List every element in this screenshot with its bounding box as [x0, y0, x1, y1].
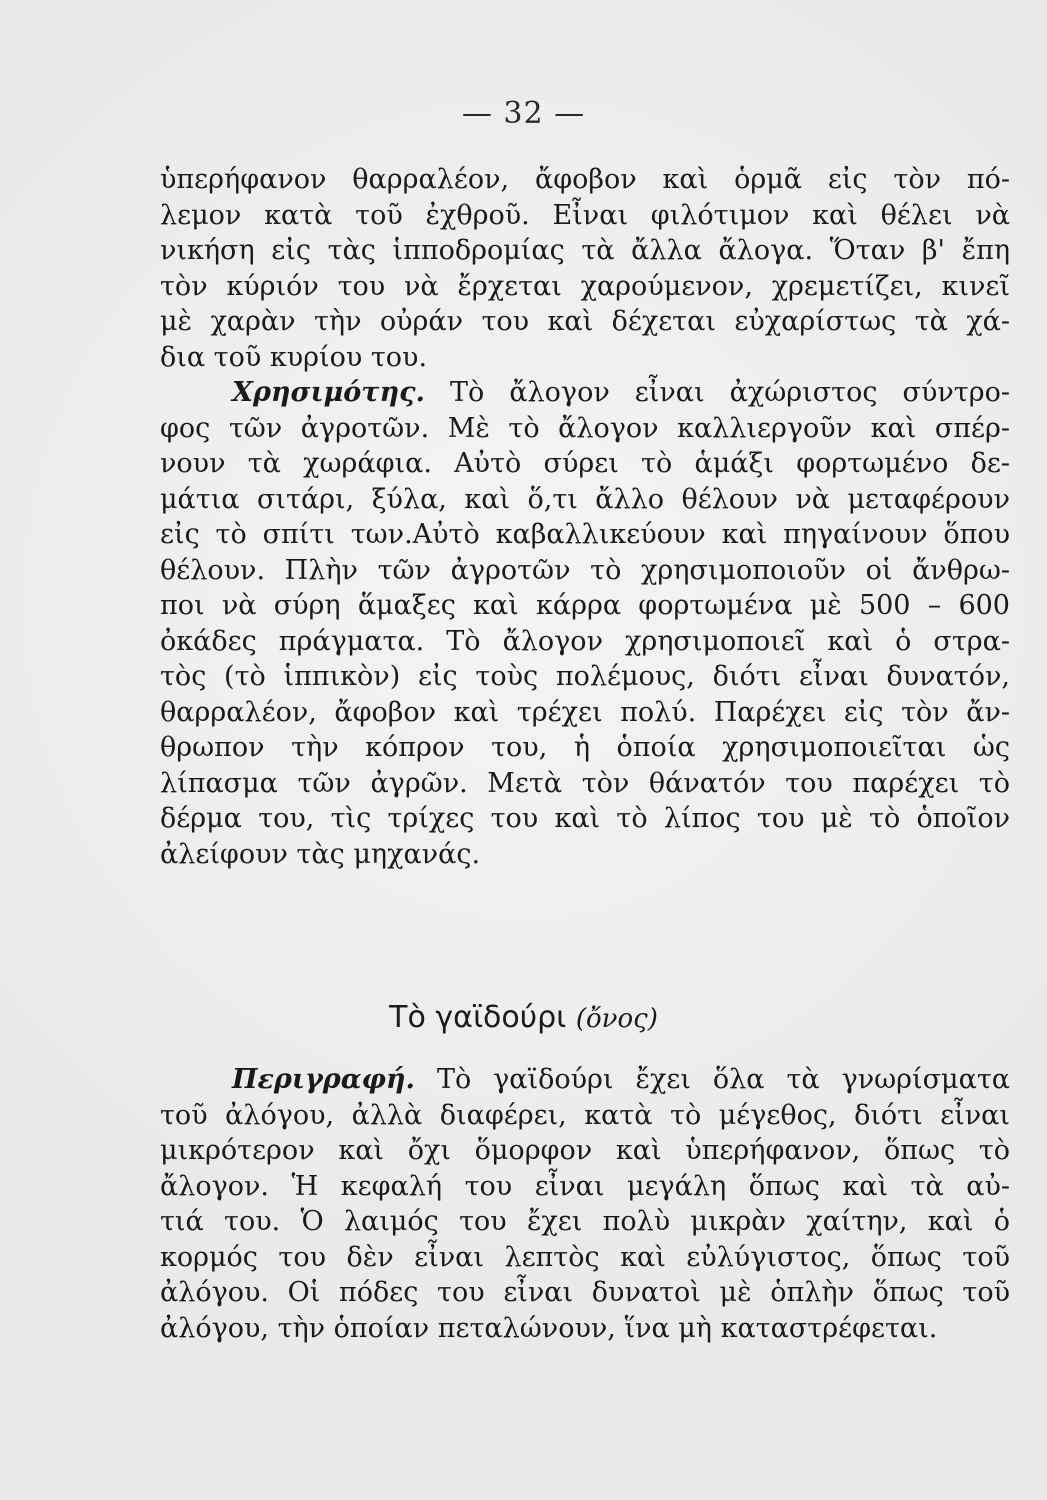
- text-line: ποι νὰ σύρη ἅμαξες καὶ κάρρα φορτωμένα μὲ 500 – 600: [160, 590, 1010, 621]
- text-line: κορμός του δὲν εἶναι λεπτὸς καὶ εὐλύγιστος, ὅπως τοῦ: [160, 1241, 1010, 1273]
- text-line: τοῦ ἀλόγου, ἀλλὰ διαφέρει, κατὰ τὸ μέγεθος, διότι εἶναι: [160, 1099, 1010, 1131]
- text-line: θρωπον τὴν κόπρον του, ἡ ὁποία χρησιμοποιεῖται ὡς: [160, 732, 1010, 763]
- text-line: ὑπερήφανον θαρραλέον, ἄφοβον καὶ ὁρμᾶ εἰς τὸν πό-: [160, 164, 1010, 195]
- section-heading: [0, 1000, 1047, 1035]
- description-term: Περιγραφή.: [232, 1064, 415, 1095]
- text-line: Τὸ ἄλογον εἶναι ἀχώριστος σύντρο-: [450, 377, 1010, 408]
- text-line: τὸν κύριόν του νὰ ἔρχεται χαρούμενον, χρεμετίζει, κινεῖ: [160, 270, 1010, 302]
- text-line: μικρότερον καὶ ὄχι ὅμορφον καὶ ὑπερήφανον, ὅπως τὸ: [160, 1135, 1010, 1166]
- text-line: δια τοῦ κυρίου του.: [160, 341, 428, 373]
- usefulness-paragraph-start: [160, 375, 1010, 411]
- text-line: νικήση εἰς τὰς ἱπποδρομίας τὰ ἄλλα ἄλογα. Ὅταν β' ἔπη: [160, 235, 1010, 266]
- text-line: λεμον κατὰ τοῦ ἐχθροῦ. Εἶναι φιλότιμον καὶ θέλει νὰ: [160, 199, 1010, 231]
- text-line: λίπασμα τῶν ἀγρῶν. Μετὰ τὸν θάνατόν του παρέχει τὸ: [160, 767, 1010, 799]
- usefulness-term: Χρησιμότης.: [232, 377, 425, 408]
- text-line: τὸς (τὸ ἱππικὸν) εἰς τοὺς πολέμους, διότι εἶναι δυνατόν,: [160, 661, 1010, 692]
- section-title: Τὸ γαϊδούρι: [389, 1000, 567, 1035]
- section-subtitle: (ὄνος): [575, 1004, 658, 1034]
- text-line: ἀλείφουν τὰς μηχανάς.: [160, 838, 481, 870]
- text-line: νουν τὰ χωράφια. Αὐτὸ σύρει τὸ ἁμάξι φορτωμένο δε-: [160, 448, 1010, 479]
- text-line: εἰς τὸ σπίτι των.Αὐτὸ καβαλλικεύουν καὶ πηγαίνουν ὅπου: [160, 519, 1010, 550]
- text-line: Τὸ γαϊδούρι ἔχει ὅλα τὰ γνωρίσματα: [436, 1064, 1010, 1095]
- page-number: — 32 —: [461, 96, 586, 131]
- horse-text-block: [160, 162, 1010, 872]
- text-line: θέλουν. Πλὴν τῶν ἀγροτῶν τὸ χρησιμοποιοῦν οἱ ἄνθρω-: [160, 554, 1010, 586]
- donkey-text-block: [160, 1062, 1010, 1346]
- text-line: ἀλόγου, τὴν ὁποίαν πεταλώνουν, ἵνα μὴ καταστρέφεται.: [160, 1312, 938, 1344]
- text-line: μὲ χαρὰν τὴν οὐράν του καὶ δέχεται εὐχαρίστως τὰ χά-: [160, 306, 1010, 337]
- text-line: τιά του. Ὁ λαιμός του ἔχει πολὺ μικρὰν χαίτην, καὶ ὁ: [160, 1206, 1010, 1237]
- text-line: δέρμα του, τὶς τρίχες του καὶ τὸ λίπος του μὲ τὸ ὁποῖον: [160, 803, 1010, 834]
- text-line: ἀλόγου. Οἱ πόδες του εἶναι δυνατοὶ μὲ ὁπλὴν ὅπως τοῦ: [160, 1277, 1010, 1308]
- text-line: ἄλογον. Ἡ κεφαλή του εἶναι μεγάλη ὅπως καὶ τὰ αὐ-: [160, 1170, 1010, 1202]
- description-paragraph-start: [160, 1062, 1010, 1098]
- text-line: ὀκάδες πράγματα. Τὸ ἄλογον χρησιμοποιεῖ καὶ ὁ στρα-: [160, 625, 1010, 657]
- text-line: φος τῶν ἀγροτῶν. Μὲ τὸ ἄλογον καλλιεργοῦν καὶ σπέρ-: [160, 412, 1010, 444]
- text-line: μάτια σιτάρι, ξύλα, καὶ ὅ,τι ἄλλο θέλουν νὰ μεταφέρουν: [160, 483, 1010, 515]
- text-line: θαρραλέον, ἄφοβον καὶ τρέχει πολύ. Παρέχει εἰς τὸν ἄν-: [160, 696, 1010, 728]
